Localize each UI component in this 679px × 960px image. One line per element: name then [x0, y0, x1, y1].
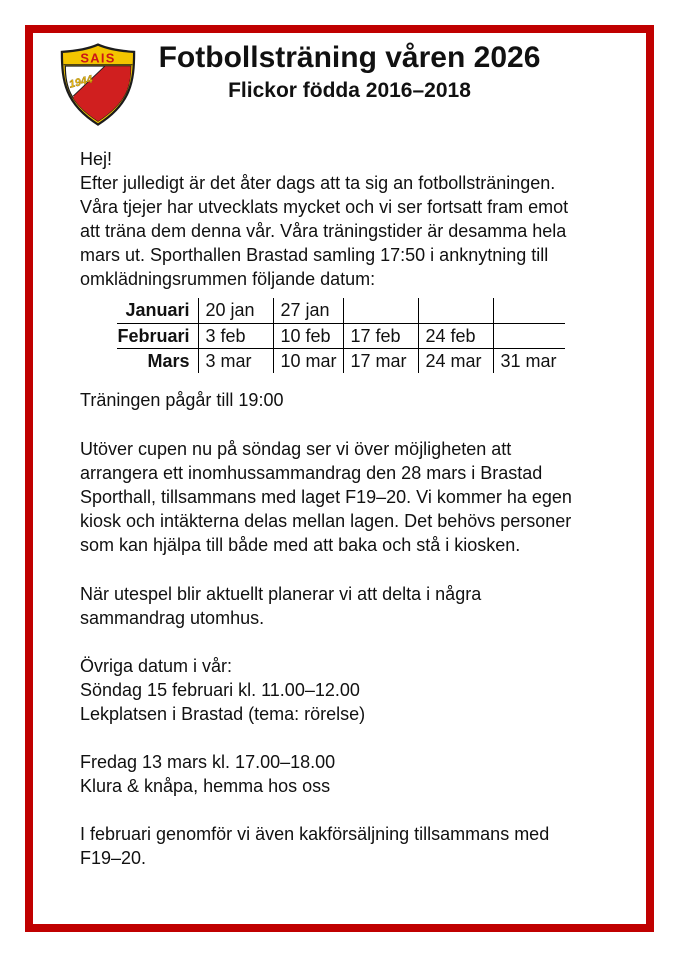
page-title: Fotbollsträning våren 2026 [158, 41, 541, 74]
text-line: Våra tjejer har utvecklats mycket och vi ser fortsatt fram emot [80, 197, 569, 217]
cup-paragraph [80, 437, 608, 557]
text-line: arrangera ett inomhussammandrag den 28 mars i Brastad [80, 463, 543, 483]
text-line: som kan hjälpa till både med att baka och stå i kiosken. [80, 535, 521, 555]
date-cell: 17 feb [343, 323, 418, 348]
logo-year-text: 1944 [67, 73, 94, 91]
text-line: Träningen pågår till 19:00 [80, 390, 284, 410]
date-cell: 3 feb [198, 323, 273, 348]
date-cell: 3 mar [198, 348, 273, 373]
date-cell: 17 mar [343, 348, 418, 373]
date-cell: 24 mar [418, 348, 493, 373]
document-body [33, 147, 646, 870]
text-line: När utespel blir aktuellt planerar vi att delta i några [80, 584, 482, 604]
event2-section [80, 750, 608, 798]
text-line: I februari genomför vi även kakförsäljning tillsammans med [80, 824, 550, 844]
event-date-line: Söndag 15 februari kl. 11.00–12.00 [80, 680, 360, 700]
date-cell [343, 298, 418, 323]
other-dates-section [80, 654, 608, 726]
date-cell [493, 323, 565, 348]
document-border-frame [25, 25, 654, 932]
date-cell [418, 298, 493, 323]
event-place-line: Klura & knåpa, hemma hos oss [80, 776, 331, 796]
text-line: mars ut. Sporthallen Brastad samling 17:50 i anknytning till [80, 245, 549, 265]
table-row-mars [117, 348, 565, 373]
date-cell: 27 jan [273, 298, 343, 323]
date-cell: 10 feb [273, 323, 343, 348]
text-line: F19–20. [80, 848, 147, 868]
month-cell: Januari [125, 300, 190, 321]
greeting-line: Hej! [80, 149, 113, 169]
text-line: sammandrag utomhus. [80, 608, 265, 628]
month-cell: Februari [117, 323, 198, 348]
other-dates-heading: Övriga datum i vår: [80, 656, 233, 676]
text-line: Sporthall, tillsammans med laget F19–20. Vi kommer ha egen [80, 487, 572, 507]
month-cell: Mars [117, 348, 198, 373]
intro-paragraph [80, 147, 608, 291]
text-line: omklädningsrummen följande datum: [80, 269, 376, 289]
date-cell: 24 feb [418, 323, 493, 348]
table-row-februari [117, 323, 565, 348]
logo-club-text: SAIS [80, 50, 116, 66]
table-row-januari [117, 298, 565, 323]
text-line: Efter julledigt är det åter dags att ta sig an fotbollsträningen. [80, 173, 556, 193]
closing-paragraph [80, 822, 608, 870]
text-line: att träna dem denna vår. Våra träningstider är desamma hela [80, 221, 567, 241]
schedule-table [117, 298, 565, 373]
club-logo-shield-icon [54, 42, 142, 128]
date-cell: 10 mar [273, 348, 343, 373]
outdoor-paragraph [80, 582, 608, 630]
page-subtitle: Flickor födda 2016–2018 [228, 79, 471, 102]
text-line: Utöver cupen nu på söndag ser vi över möjligheten att [80, 439, 512, 459]
text-line: kiosk och intäkterna delas mellan lagen. Det behövs personer [80, 511, 572, 531]
event-place-line: Lekplatsen i Brastad (tema: rörelse) [80, 704, 366, 724]
date-cell [493, 298, 565, 323]
event-date-line: Fredag 13 mars kl. 17.00–18.00 [80, 752, 336, 772]
training-until-line [80, 388, 608, 412]
date-cell: 31 mar [493, 348, 565, 373]
date-cell: 20 jan [198, 298, 273, 323]
